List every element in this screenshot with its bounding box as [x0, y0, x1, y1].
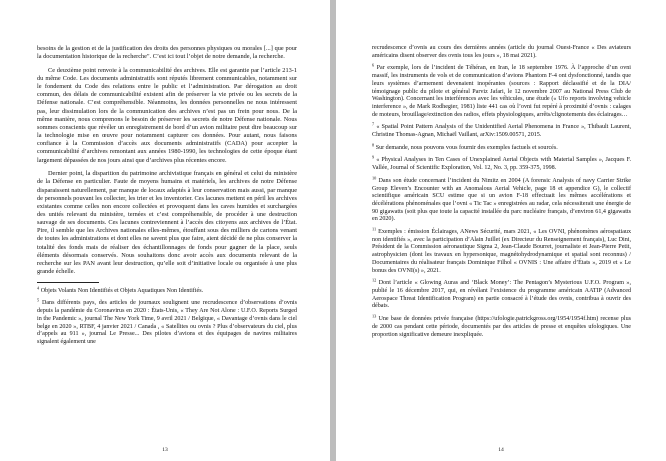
footnote-number: 5 — [37, 297, 40, 303]
page-number: 14 — [498, 447, 504, 453]
footnote-text: Exemples : émission Éclairages, ANews Sécurité, mars 2021, « Les OVNI, phénomènes aérospatiaux non identifiés », avec la participation d’Alain Juillet (ex Directeur du Renseignement français), Luc Dini, Président de la Commission aéronautique Sigma 2, Jean-Claude Bourret, journaliste et Jean-Pierre Petit, astrophysicien (dont les travaux en hypersonique, magnétohydrodynamique et spatial sont reconnus) / Documentaires du réalisateur français Dominique Filhol « OVNIS : Une affaire d’États », 2019 et « Le bonus des OVNI(s) », 2021. — [372, 229, 631, 274]
footnote-number: 7 — [372, 121, 375, 127]
continuation-paragraph: besoins de la gestion et de la justification des droits des personnes physiques ou morales [...] que pour la documentation historique de la recherche". C’est ici tout l’objet de notre demande, la recherche. — [37, 45, 297, 61]
footnote — [372, 154, 631, 172]
footnote-text: Une base de données privée française (https://ufologie.patrickgross.org/1954/1954f.htm) recense plus de 2000 cas pendant cette période, documentés par des articles de presse et enquêtes ufologiques. Une proportion significative demeure inexpliquée. — [372, 316, 631, 338]
footnote — [372, 226, 631, 275]
footnote-text: « Physical Analyses in Ten Cases of Unexplained Aerial Objects with Material Samples », Jacques F. Vallée, Journal of Scientific Exploration, Vol. 12, No. 3, pp. 359-375, 1998. — [372, 157, 631, 172]
footnote — [372, 277, 631, 311]
footnote — [37, 285, 297, 296]
footnote-text: Dans différents pays, des articles de journaux soulignent une recrudescence d’observations d’ovnis depuis la pandémie du Coronavirus en 2020 : États-Unis, « They Are Not Alone : U.F.O. Reports Surged in the Pandemic », journal The New York Time, 9 avril 2021 / Belgique, « Davantage d’ovnis dans le ciel belge en 2020 », RTBF, 4 janvier 2021 / Canada , « Satellites ou ovnis ? Plus d’observateurs du ciel, plus d’appels au 911 », journal Le Presse... Des pilotes d’avions et des équipages de navires militaires signalent également une — [37, 300, 297, 345]
footnote-text: Dans son étude concernant l’incident du Nimitz en 2004 (A forensic Analysis of navy Carrier Strike Group Eleven’s Encounter with an Anomalous Aerial Vehicle, page 18 et appendice G), le collectif scientifique américain SCU estime que si un avion F-18 effectuait les mêmes accélérations et décélérations phénoménales que l’ovni « Tic Tac » enregistrées au radar, cela nécessiterait une énergie de 90 gigawatts (soit plus que toute la capacité installée du parc nucléaire français, d’environ 61,4 gigawatts en 2020). — [372, 177, 631, 223]
footnote-number: 12 — [372, 277, 377, 283]
footnote-number: 6 — [372, 62, 375, 68]
footnote — [37, 297, 297, 346]
body-paragraph: Ce deuxième point renvoie à la communicabilité des archives. Elle est garantie par l’article 213-1 du même Code. Les documents administratifs sont réputés librement communicables, notamment sur le fondement du Code des relations entre le public et l’administration. Par dérogation au droit commun, des délais de communicabilité existent afin de préserver la vie privée ou les secrets de la Défense nationale. C’est compréhensible. Néanmoins, les données personnelles ne nous intéressent pas, leur dissimulation lors de la communication des archives n’est pas un frein pour nous. De la même manière, nous comprenons le besoin de préserver les secrets de notre Défense nationale. Nous sommes conscients que révéler un enregistrement de bord d’un avion militaire peut dire beaucoup sur la technologie mise en œuvre pour notamment capturer ces données. Pour autant, nous faisons confiance à la Commission d’accès aux documents administratifs (CADA) pour accepter la communicabilité d’archives remontant aux années 1980-1990, les technologies de cette époque étant largement dépassées de nos jours ainsi que d’archives plus récentes encore. — [37, 66, 297, 164]
footnote-text: Par exemple, lors de l’incident de Téhéran, en Iran, le 18 septembre 1976. À l’approche d’un ovni massif, les instruments de vols et de communication d’avions Phantom F-4 ont dysfonctionné, tandis que leurs systèmes d’armement devenaient inopérantes (sources : Rapport déclassifié et de la DIA/ témoignage public du pilote et général Parviz Jafari, le 12 novembre 2007 au National Press Club de Washington). Concernant les interférences avec les véhicules, une étude (« Ufo reports involving vehicle interference », de Mark Rodhegier, 1981) liste 441 cas où l’ovni fut repéré à proximité d’ovnis : calages de moteurs, brouillage/extinction des radios, effets physiologiques, arrêts/clignotements des éclairages… — [372, 65, 631, 118]
page-number: 13 — [162, 447, 168, 453]
footnote-text: Objets Volants Non Identifiés et Objets Aquatiques Non Identifiés. — [40, 287, 204, 294]
page-13 — [0, 0, 330, 461]
page-14 — [336, 0, 666, 461]
footnote — [372, 142, 631, 153]
footnote-text: Dont l’article « Glowing Auras and ‘Black Money’: The Pentagon’s Mysterious U.F.O. Program », publié le 16 décembre 2017, qui, en révélant l’existence du programme américain AATIP (Advanced Aerospace Threat Identification Program) en partie consacré à l’étude des ovnis, contribua à ouvrir des débats. — [372, 280, 631, 310]
footnote-number: 4 — [37, 285, 40, 291]
footnote — [372, 121, 631, 139]
footnote — [372, 313, 631, 339]
footnote-separator — [37, 282, 99, 283]
footnote-number: 9 — [372, 154, 375, 160]
footnote-number: 13 — [372, 313, 377, 319]
footnote — [372, 62, 631, 119]
footnote-number: 11 — [372, 226, 377, 232]
page-content — [372, 45, 631, 427]
page-content — [37, 45, 297, 427]
footnote — [372, 175, 631, 224]
footnote-text: « Spatial Point Pattern Analysis of the Unidentified Aerial Phenomena in France », Thibault Laurent, Christine Thomas-Agnan, Michaël Vaillant, arXiv:1509.00571, 2015. — [372, 124, 631, 139]
footnote-continuation: recrudescence d’ovnis au cours des dernières années (article du journal Ouest-France « Des aviateurs américains disent observer des ovnis tous les jours », 18 mai 2021). — [372, 45, 631, 59]
body-paragraph: Dernier point, la disparition du patrimoine archivistique français en général et celui du ministère de la Défense en particulier. Faute de moyens humains et matériels, les archives de notre Défense disparaissent naturellement, par manque de locaux adaptés à leur conservation mais aussi, par manque de personnels pouvant les collecter, les trier et les inventorier. Ces lacunes mettent en péril les archives existantes comme celles non encore collectées et provoquent dans les caves humides et surchargées des unités relevant du ministère, ternées et c’est compréhensible, de procéder à une destruction sauvage de ses documents. Ces lacunes contreviennent à l’accès des citoyens aux archives de l’État. Pire, il semble que les Archives nationales elles-mêmes, étouffant sous des milliers de cartons venant de toutes les administrations et dont elles ne savent plus que faire, aient décidé de ne plus conserver la totalité des fonds mais de réaliser des échantillonnages de fonds pour gagner de la place, seuls éléments désormais conservés. Nous souhaitons donc avoir accès aux documents relevant de la recherche sur les PAN avant leur destruction, qu’elle soit d’initiative locale ou organisée à une plus grande échelle. — [37, 170, 297, 276]
footnote-number: 10 — [372, 175, 377, 181]
footnote-text: Sur demande, nous pouvons vous fournir des exemples factuels et sourcés. — [375, 144, 558, 151]
footnote-number: 8 — [372, 142, 375, 148]
